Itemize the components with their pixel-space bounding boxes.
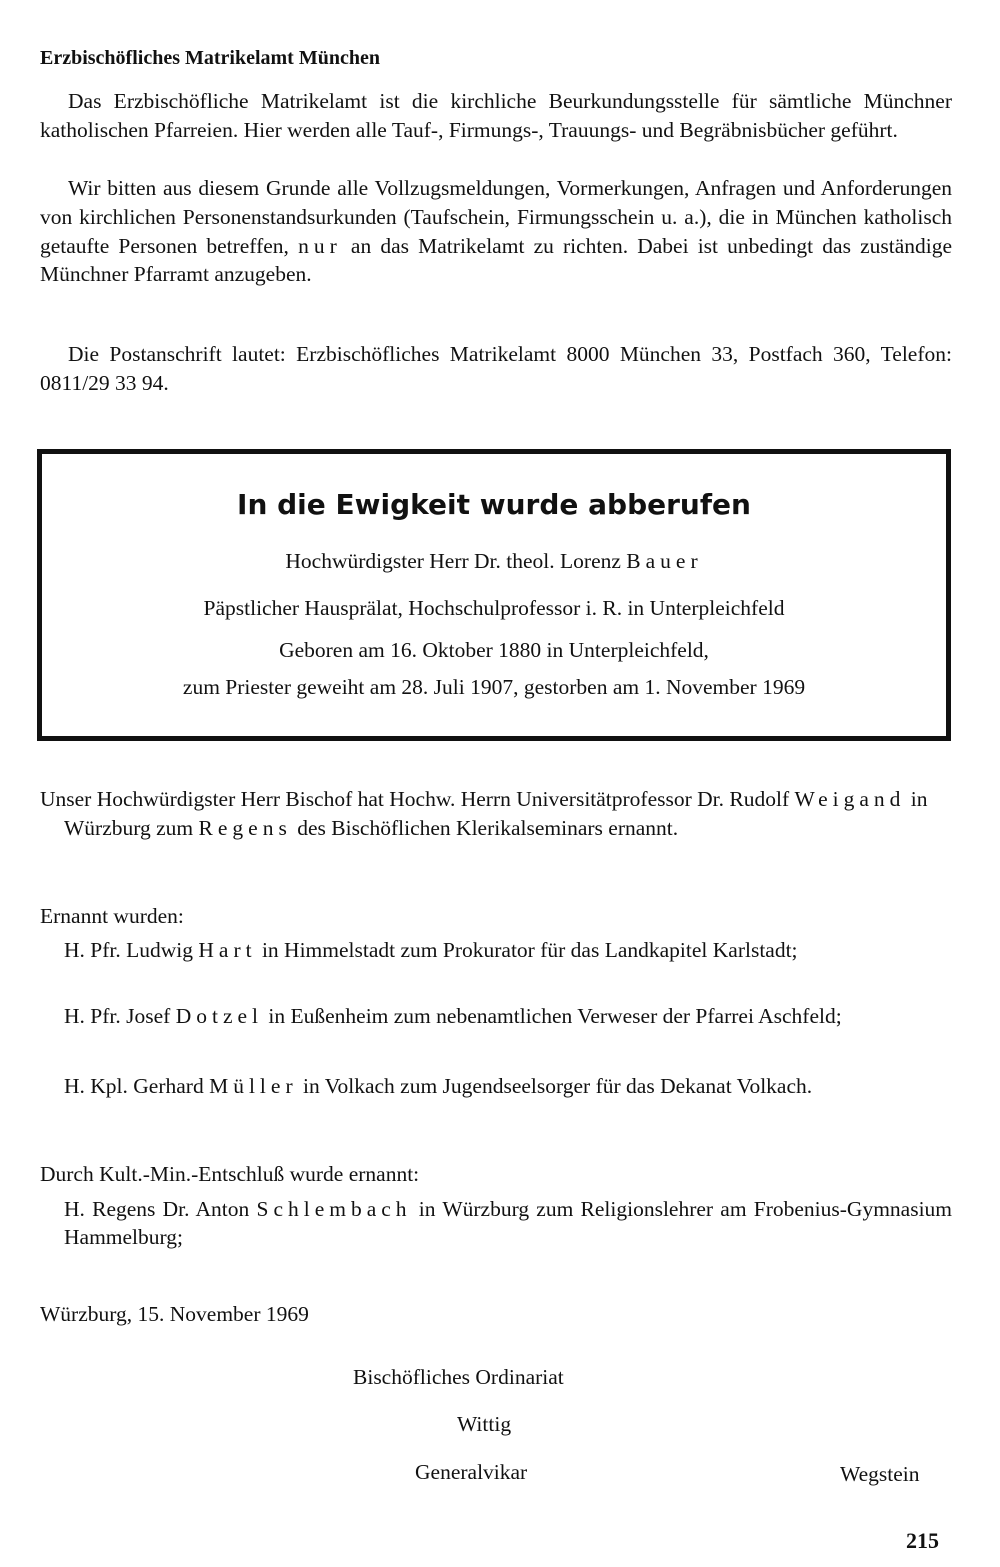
obituary-title: In die Ewigkeit wurde abberufen bbox=[237, 488, 751, 521]
appointment-after: in Volkach zum Jugendseelsorger für das Dekanat Volkach. bbox=[303, 1074, 813, 1098]
appointment-before: H. Pfr. Josef bbox=[64, 1004, 171, 1028]
signer-wegstein: Wegstein bbox=[840, 1462, 920, 1486]
appointment-item bbox=[64, 936, 952, 964]
regens-surname: Weigand bbox=[794, 787, 906, 811]
obituary-office: Päpstlicher Hausprälat, Hochschulprofessor i. R. in Unterpleichfeld bbox=[203, 596, 785, 620]
obituary-name-prefix: Hochwürdigster Herr Dr. theol. Lorenz bbox=[285, 549, 621, 573]
matrikelamt-heading: Erzbischöfliches Matrikelamt München bbox=[40, 47, 380, 69]
obituary-ordained-died: zum Priester geweiht am 28. Juli 1907, gestorben am 1. November 1969 bbox=[182, 675, 806, 699]
regens-appointment bbox=[40, 785, 952, 843]
kultmin-after: in Würzburg zum Religionslehrer am Frobenius-Gymnasium Hammelburg; bbox=[64, 1197, 953, 1249]
obituary-name bbox=[42, 549, 946, 574]
appointment-surname: Hart bbox=[198, 938, 257, 962]
regens-text-end: des Bischöflichen Klerikalseminars ernannt. bbox=[297, 816, 679, 840]
paragraph-2-start: Wir bitten aus diesem Grunde alle Vollzugsmeldungen, Vormerkungen, Anfragen und Anforderungen von kirchlichen Personenstandsurkunden (Taufschein, Firmungsschein u. a.), die in München katholisch getaufte Personen betreffen, bbox=[40, 176, 952, 258]
signer-wittig: Wittig bbox=[457, 1412, 512, 1436]
appointments-heading: Ernannt wurden: bbox=[40, 904, 184, 928]
page-number: 215 bbox=[906, 1528, 939, 1553]
appointment-before: H. Kpl. Gerhard bbox=[64, 1074, 204, 1098]
paragraph-2-end: an das Matrikelamt zu richten. Dabei ist unbedingt das zuständige Münchner Pfarramt anzugeben. bbox=[40, 233, 953, 287]
box-bottom-rule bbox=[37, 738, 951, 741]
appointment-item bbox=[64, 1002, 952, 1030]
obituary-born: Geboren am 16. Oktober 1880 in Unterpleichfeld, bbox=[279, 638, 709, 662]
postal-address-paragraph: Die Postanschrift lautet: Erzbischöfliches Matrikelamt 8000 München 33, Postfach 360, Telefon: 0811/29 33 94. bbox=[40, 342, 952, 395]
appointment-before: H. Pfr. Ludwig bbox=[64, 938, 193, 962]
kultmin-item bbox=[64, 1195, 952, 1251]
matrikelamt-paragraph-2 bbox=[40, 174, 952, 289]
obituary-surname: Bauer bbox=[626, 549, 703, 573]
signer-wittig-title: Generalvikar bbox=[415, 1460, 528, 1484]
obituary-box bbox=[37, 449, 951, 741]
regens-text-middle: in Würzburg zum bbox=[64, 787, 928, 840]
kultmin-before: H. Regens Dr. Anton bbox=[64, 1197, 250, 1221]
ordinariat-label: Bischöfliches Ordinariat bbox=[353, 1365, 564, 1389]
kultmin-heading: Durch Kult.-Min.-Entschluß wurde ernannt: bbox=[40, 1162, 420, 1186]
appointment-item bbox=[64, 1072, 952, 1100]
emphasis-nur: nur bbox=[298, 233, 342, 258]
appointment-after: in Himmelstadt zum Prokurator für das Landkapitel Karlstadt; bbox=[261, 938, 798, 962]
place-date: Würzburg, 15. November 1969 bbox=[40, 1302, 309, 1326]
regens-text-start: Unser Hochwürdigster Herr Bischof hat Hochw. Herrn Universitätprofessor Dr. Rudolf bbox=[40, 787, 790, 811]
appointment-surname: Dotzel bbox=[175, 1004, 263, 1028]
appointment-after: in Eußenheim zum nebenamtlichen Verweser der Pfarrei Aschfeld; bbox=[268, 1004, 842, 1028]
kultmin-surname: Schlembach bbox=[256, 1197, 412, 1221]
regens-role: Regens bbox=[198, 816, 292, 840]
appointment-surname: Müller bbox=[209, 1074, 298, 1098]
matrikelamt-paragraph-1: Das Erzbischöfliche Matrikelamt ist die kirchliche Beurkundungsstelle für sämtliche Münchner katholischen Pfarreien. Hier werden alle Tauf-, Firmungs-, Trauungs- und Begräbnisbücher geführt. bbox=[40, 89, 952, 142]
